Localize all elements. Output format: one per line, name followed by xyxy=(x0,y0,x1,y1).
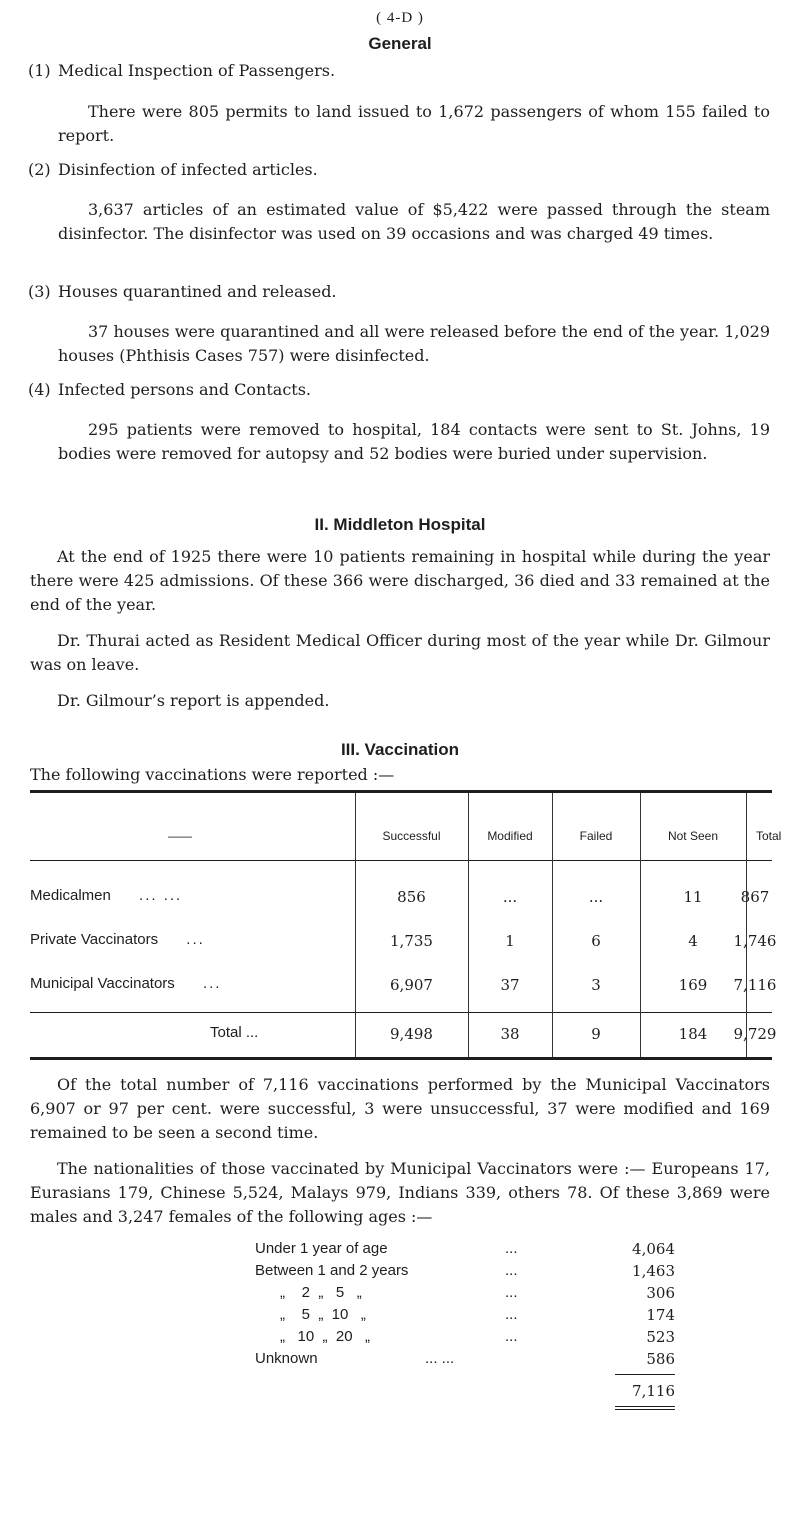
table-cell: 1,735 xyxy=(390,932,433,950)
vaccination-para-1: Of the total number of 7,116 vaccinations performed by the Municipal Vaccinators 6,907 or 97 per cent. were successful, 3 were unsuccessful, 37 were modified and 169 remained to be seen a second time. xyxy=(30,1075,770,1142)
header-failed: Failed xyxy=(579,829,613,843)
table-header-rule xyxy=(30,860,772,861)
heading-vaccination: III. Vaccination xyxy=(340,740,460,759)
ages-total-row xyxy=(255,1382,675,1404)
section-2-title xyxy=(28,160,318,179)
table-divider xyxy=(746,793,747,1057)
table-total-rule xyxy=(30,1012,772,1013)
section-3-title-text: Houses quarantined and released. xyxy=(58,282,337,301)
double-rule xyxy=(615,1406,675,1407)
list-item: Under 1 year of age ... 4,064 xyxy=(255,1240,675,1258)
table-cell: 867 xyxy=(740,888,770,906)
section-2-number: (2) xyxy=(28,160,51,179)
section-3-title xyxy=(28,282,337,301)
table-cell: 37 xyxy=(500,976,520,994)
section-1-title xyxy=(28,61,335,80)
section-1-number: (1) xyxy=(28,61,51,80)
hospital-para-2: Dr. Thurai acted as Resident Medical Officer during most of the year while Dr. Gilmour was on leave. xyxy=(30,631,770,674)
table-cell: 9 xyxy=(591,1025,601,1043)
list-item: Unknown ... ... 586 xyxy=(255,1350,675,1368)
table-cell: 11 xyxy=(683,888,703,906)
table-cell: 7,116 xyxy=(733,976,777,994)
row-label: Medicalmen ... ... xyxy=(30,887,183,904)
header-successful: Successful xyxy=(382,829,441,843)
table-cell: 6,907 xyxy=(390,976,433,994)
vaccination-para-2: The nationalities of those vaccinated by Municipal Vaccinators were :— Europeans 17, Eurasians 179, Chinese 5,524, Malays 979, Indians 339, others 78. Of these 3,869 were males and 3,247 females of the following ages :— xyxy=(30,1159,770,1226)
section-2-text: 3,637 articles of an estimated value of $5,422 were passed through the steam disinfector. The disinfector was used on 39 occasions and was charged 49 times. xyxy=(58,200,770,243)
table-cell: 1,746 xyxy=(733,932,777,950)
table-bottom-rule xyxy=(30,1057,772,1060)
table-cell: 1 xyxy=(505,932,515,950)
section-2-title-text: Disinfection of infected articles. xyxy=(58,160,318,179)
section-4-title xyxy=(28,380,311,399)
section-3-number: (3) xyxy=(28,282,51,301)
table-cell: 169 xyxy=(678,976,708,994)
header-total: Total xyxy=(756,829,782,843)
header-modified: Modified xyxy=(487,829,533,843)
vaccination-table xyxy=(30,790,782,1080)
row-label: Private Vaccinators ... xyxy=(30,931,205,948)
list-item: „ 2 „ 5 „ ... 306 xyxy=(255,1284,675,1302)
double-rule xyxy=(615,1409,675,1410)
table-cell: 184 xyxy=(678,1025,708,1043)
table-cell: ... xyxy=(588,888,604,906)
sum-rule xyxy=(615,1374,675,1375)
vaccination-intro: The following vaccinations were reported :— xyxy=(30,765,395,784)
section-4-text: 295 patients were removed to hospital, 184 contacts were sent to St. Johns, 19 bodies were removed for autopsy and 52 bodies were buried under supervision. xyxy=(58,420,770,463)
table-corner: —— xyxy=(168,829,192,843)
section-4-number: (4) xyxy=(28,380,51,399)
section-3-text: 37 houses were quarantined and all were released before the end of the year. 1,029 houses (Phthisis Cases 757) were disinfected. xyxy=(58,322,770,365)
table-cell: 9,498 xyxy=(390,1025,433,1043)
header-not-seen: Not Seen xyxy=(667,829,719,843)
list-item: „ 5 „ 10 „ ... 174 xyxy=(255,1306,675,1324)
ages-total: 7,116 xyxy=(632,1382,675,1400)
heading-general: General xyxy=(368,34,432,53)
section-4-title-text: Infected persons and Contacts. xyxy=(58,380,312,399)
table-cell: 6 xyxy=(591,932,601,950)
section-1-title-text: Medical Inspection of Passengers. xyxy=(58,61,336,80)
row-label: Municipal Vaccinators ... xyxy=(30,975,222,992)
table-cell: 856 xyxy=(397,888,426,906)
hospital-para-1: At the end of 1925 there were 10 patients remaining in hospital while during the year there were 425 admissions. Of these 366 were discharged, 36 died and 33 remained at the end of the year. xyxy=(30,547,770,614)
total-label: Total ... xyxy=(210,1024,259,1041)
table-cell: 4 xyxy=(688,932,698,950)
list-item: Between 1 and 2 years ... 1,463 xyxy=(255,1262,675,1280)
table-cell: 3 xyxy=(591,976,601,994)
table-cell: ... xyxy=(502,888,518,906)
table-cell: 9,729 xyxy=(733,1025,777,1043)
section-1-text: There were 805 permits to land issued to 1,672 passengers of whom 155 failed to report. xyxy=(58,102,770,145)
heading-middleton-hospital: II. Middleton Hospital xyxy=(314,515,486,534)
table-top-rule xyxy=(30,790,772,793)
hospital-para-3: Dr. Gilmour’s report is appended. xyxy=(57,691,330,710)
table-cell: 38 xyxy=(500,1025,520,1043)
page-number: ( 4-D ) xyxy=(376,10,424,26)
list-item: „ 10 „ 20 „ ... 523 xyxy=(255,1328,675,1346)
